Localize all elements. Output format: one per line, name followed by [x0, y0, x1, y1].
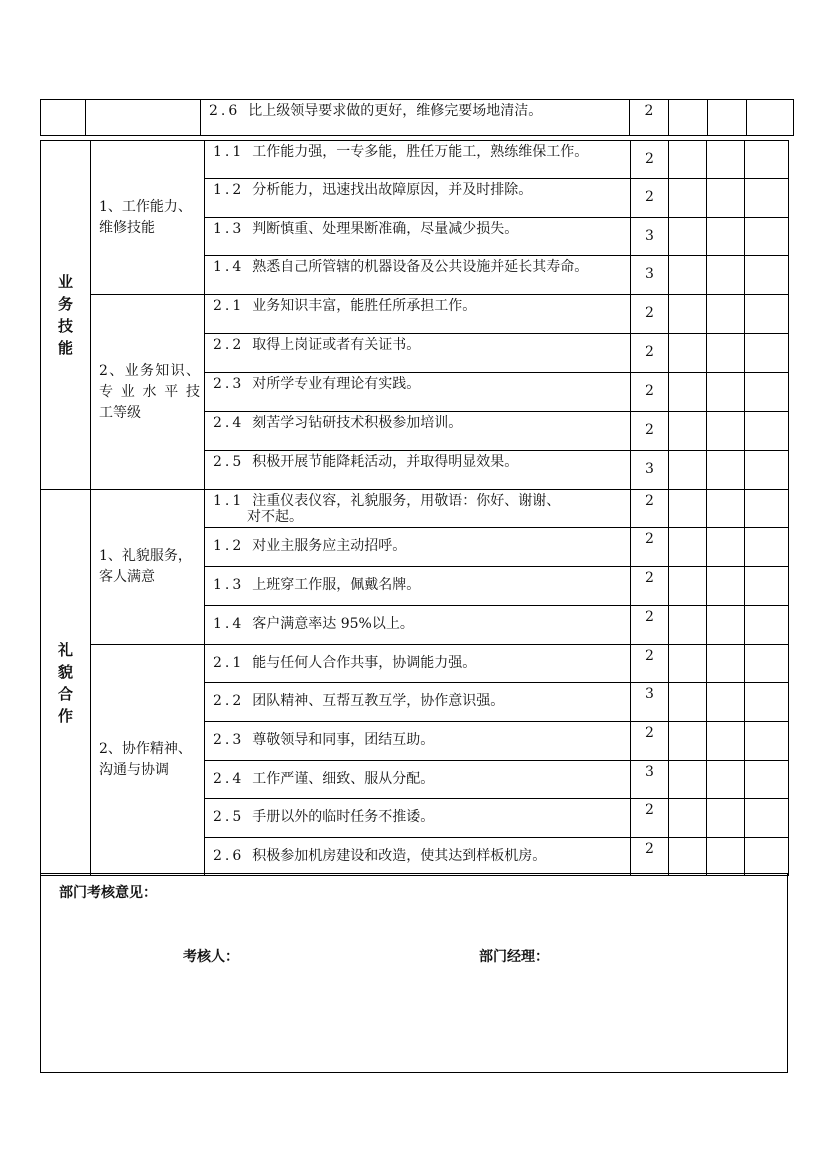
item-cell: 1.3 上班穿工作服，佩戴名牌。 — [205, 567, 631, 606]
score-cell: 3 — [631, 683, 669, 722]
subcategory-courtesy-service: 1、礼貌服务， 客人满意 — [91, 490, 205, 645]
subcategory-business-knowledge: 2、业务知识、 专 业 水 平 技 工等级 — [91, 295, 205, 490]
item-cell: 2.4 刻苦学习钻研技术积极参加培训。 — [205, 412, 631, 451]
item-text: 比上级领导要求做的更好，维修完要场地清洁。 — [248, 103, 543, 119]
top-continuation-table — [40, 99, 794, 136]
score-cell: 2 — [631, 722, 669, 761]
subcategory-cooperation: 2、协作精神、 沟通与协调 — [91, 645, 205, 876]
department-comments-box — [40, 873, 788, 1073]
score-cell: 2 — [631, 179, 669, 218]
item-cell: 2.5 积极开展节能降耗活动，并取得明显效果。 — [205, 451, 631, 490]
item-cell: 1.1 注重仪表仪容，礼貌服务，用敬语：你好、谢谢、 对不起。 — [205, 490, 631, 528]
score-cell: 2 — [631, 606, 669, 645]
score-cell: 2 — [631, 295, 669, 334]
item-cell: 2.6 积极参加机房建设和改造，使其达到样板机房。 — [205, 838, 631, 876]
blank-cell — [669, 100, 708, 136]
table-row — [41, 141, 789, 179]
item-cell: 2.5 手册以外的临时任务不推诿。 — [205, 799, 631, 838]
item-cell — [201, 100, 630, 136]
score-cell: 3 — [631, 761, 669, 799]
score-cell: 2 — [631, 838, 669, 876]
item-cell: 1.1 工作能力强，一专多能，胜任万能工，熟练维保工作。 — [205, 141, 631, 179]
item-cell: 1.2 对业主服务应主动招呼。 — [205, 528, 631, 567]
score-cell: 2 — [631, 645, 669, 683]
category-skills: 业 务 技 能 — [41, 141, 91, 490]
score-cell: 3 — [631, 256, 669, 295]
score-cell: 2 — [631, 528, 669, 567]
assessor-label: 考核人： — [183, 949, 239, 965]
item-cell: 1.3 判断慎重、处理果断准确，尽量减少损失。 — [205, 218, 631, 256]
score-cell: 2 — [631, 567, 669, 606]
score-cell: 2 — [631, 799, 669, 838]
subcategory-work-ability: 1、工作能力、维修技能 — [91, 141, 205, 295]
score-cell: 2 — [631, 373, 669, 412]
blank-cell — [86, 100, 201, 136]
item-cell: 2.3 尊敬领导和同事，团结互助。 — [205, 722, 631, 761]
item-cell: 2.2 取得上岗证或者有关证书。 — [205, 334, 631, 373]
blank-cell — [747, 100, 794, 136]
score-cell: 2 — [631, 412, 669, 451]
score-cell: 2 — [631, 490, 669, 528]
item-cell: 2.4 工作严谨、细致、服从分配。 — [205, 761, 631, 799]
blank-cell — [708, 100, 747, 136]
score-cell: 2 — [631, 334, 669, 373]
evaluation-table — [40, 140, 789, 876]
table-row — [41, 490, 789, 528]
blank-cell — [41, 100, 86, 136]
item-cell: 2.3 对所学专业有理论有实践。 — [205, 373, 631, 412]
item-number: 2.6 — [209, 103, 241, 119]
item-cell: 1.2 分析能力，迅速找出故障原因，并及时排除。 — [205, 179, 631, 218]
table-row — [41, 295, 789, 334]
item-cell: 2.1 业务知识丰富，能胜任所承担工作。 — [205, 295, 631, 334]
item-cell: 1.4 熟悉自己所管辖的机器设备及公共设施并延长其寿命。 — [205, 256, 631, 295]
score-cell: 3 — [631, 451, 669, 490]
item-cell: 1.4 客户满意率达 95%以上。 — [205, 606, 631, 645]
item-cell: 2.2 团队精神、互帮互教互学，协作意识强。 — [205, 683, 631, 722]
table-row — [41, 645, 789, 683]
item-cell: 2.1 能与任何人合作共事，协调能力强。 — [205, 645, 631, 683]
category-courtesy: 礼 貌 合 作 — [41, 490, 91, 876]
table-row — [41, 100, 794, 136]
score-cell: 3 — [631, 218, 669, 256]
score-cell: 2 — [631, 141, 669, 179]
comments-title: 部门考核意见： — [59, 885, 157, 901]
manager-label: 部门经理： — [479, 949, 549, 965]
score-cell: 2 — [630, 100, 669, 136]
